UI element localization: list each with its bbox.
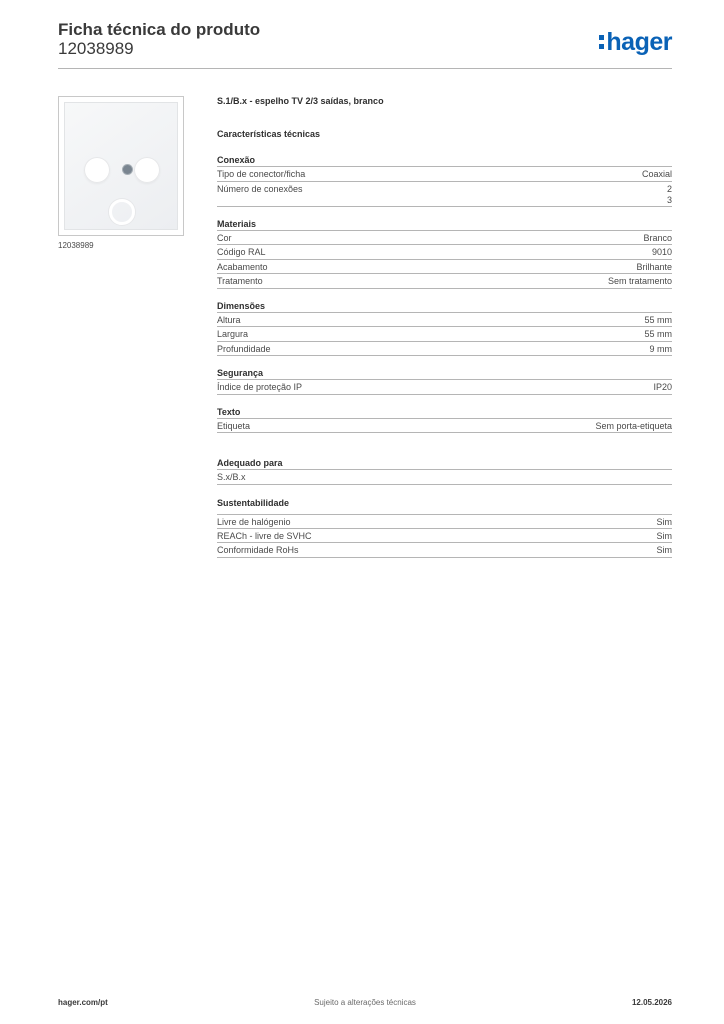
spec-value-line: Sim [656, 516, 672, 527]
spec-value [657, 517, 673, 528]
spec-row [217, 380, 672, 395]
footer-date: 12.05.2026 [631, 998, 672, 1007]
spec-label: Índice de proteção IP [217, 382, 303, 392]
spec-value-line: Brilhante [636, 261, 672, 272]
spec-value [643, 233, 672, 244]
spec-value-line: 9 mm [649, 343, 672, 354]
spec-label: Acabamento [217, 261, 268, 272]
product-image [58, 96, 184, 236]
spec-value [644, 329, 672, 340]
spec-value-line: Sim [656, 545, 672, 555]
spec-value-line: 3 [666, 194, 672, 205]
tech-heading: Características técnicas [217, 129, 321, 139]
spec-label: Conformidade RoHs [217, 545, 299, 555]
spec-group-conexao [217, 155, 672, 207]
spec-row [217, 342, 672, 357]
header-divider [58, 68, 672, 69]
spec-value-line: Sem porta-etiqueta [595, 420, 672, 431]
spec-row [217, 182, 672, 207]
spec-value-line: 55 mm [644, 314, 672, 325]
spec-value [652, 247, 672, 258]
spec-row [217, 260, 672, 275]
spec-row [217, 470, 672, 485]
socket-bottom-icon [109, 199, 135, 225]
indicator-icon [123, 165, 132, 174]
spec-row [217, 529, 672, 544]
logo-dots-icon [599, 35, 605, 49]
spec-row [217, 543, 672, 558]
spec-group-seguranca [217, 368, 672, 395]
spec-label: Largura [217, 329, 249, 339]
image-caption: 12038989 [58, 241, 94, 250]
spec-value [636, 262, 672, 273]
spec-label: Código RAL [217, 247, 266, 257]
spec-group-materiais [217, 219, 672, 289]
spec-group-texto [217, 407, 672, 434]
spec-row [217, 327, 672, 342]
product-code: 12038989 [58, 39, 134, 58]
spec-value [667, 184, 672, 206]
spec-label: Tipo de conector/ficha [217, 169, 306, 179]
tv-cover-plate-illustration [64, 102, 178, 230]
spec-label: S.x/B.x [217, 472, 246, 482]
spec-value-line: Branco [643, 232, 672, 243]
spec-group-dimensoes [217, 301, 672, 357]
spec-row [217, 167, 672, 182]
spec-group-adequado-para [217, 458, 672, 485]
spec-value-line: 2 [666, 183, 672, 194]
logo-text: hager [606, 28, 672, 56]
spec-label: Altura [217, 314, 241, 325]
spec-value [650, 344, 673, 355]
spec-row [217, 245, 672, 260]
spec-row [217, 313, 672, 328]
product-name: S.1/B.x - espelho TV 2/3 saídas, branco [217, 96, 384, 106]
spec-value [595, 421, 672, 432]
spec-row [217, 231, 672, 246]
group-title: Segurança [217, 368, 672, 380]
spec-value [642, 169, 672, 180]
group-title: Adequado para [217, 458, 672, 470]
spec-value [657, 545, 673, 556]
spec-row [217, 274, 672, 289]
spec-label: Tratamento [217, 276, 263, 286]
spec-value [653, 382, 672, 393]
spec-label: Profundidade [217, 343, 271, 354]
document-title: Ficha técnica do produto [58, 20, 261, 39]
document-footer [58, 998, 672, 1010]
footer-notice: Sujeito a alterações técnicas [314, 998, 416, 1007]
spec-value-line: 9010 [651, 247, 672, 257]
spec-row [217, 514, 672, 529]
group-title: Dimensões [217, 301, 672, 313]
specifications [217, 96, 672, 558]
spec-value-line: Sim [656, 530, 672, 541]
spec-label: Cor [217, 232, 232, 243]
spec-value-line: Sem tratamento [607, 276, 672, 286]
spec-value [657, 531, 673, 542]
group-title: Materiais [217, 219, 672, 231]
spec-group-sustentabilidade [217, 498, 672, 558]
spec-value [644, 315, 672, 326]
group-title: Conexão [217, 155, 672, 167]
spec-label: REACh - livre de SVHC [217, 530, 312, 541]
socket-left-icon [84, 157, 110, 183]
spec-value [608, 276, 672, 287]
spec-label: Número de conexões [217, 183, 303, 194]
spec-value-line: 55 mm [644, 329, 672, 339]
spec-label: Etiqueta [217, 420, 251, 431]
spec-value-line: IP20 [653, 382, 672, 392]
group-title: Sustentabilidade [217, 497, 290, 508]
socket-right-icon [134, 157, 160, 183]
document-header [58, 20, 672, 70]
spec-row [217, 419, 672, 434]
group-title: Texto [217, 407, 672, 419]
footer-website-link[interactable]: hager.com/pt [58, 998, 108, 1007]
hager-logo [599, 28, 672, 56]
spec-label: Livre de halógenio [217, 516, 291, 527]
spec-value-line: Coaxial [641, 169, 672, 179]
